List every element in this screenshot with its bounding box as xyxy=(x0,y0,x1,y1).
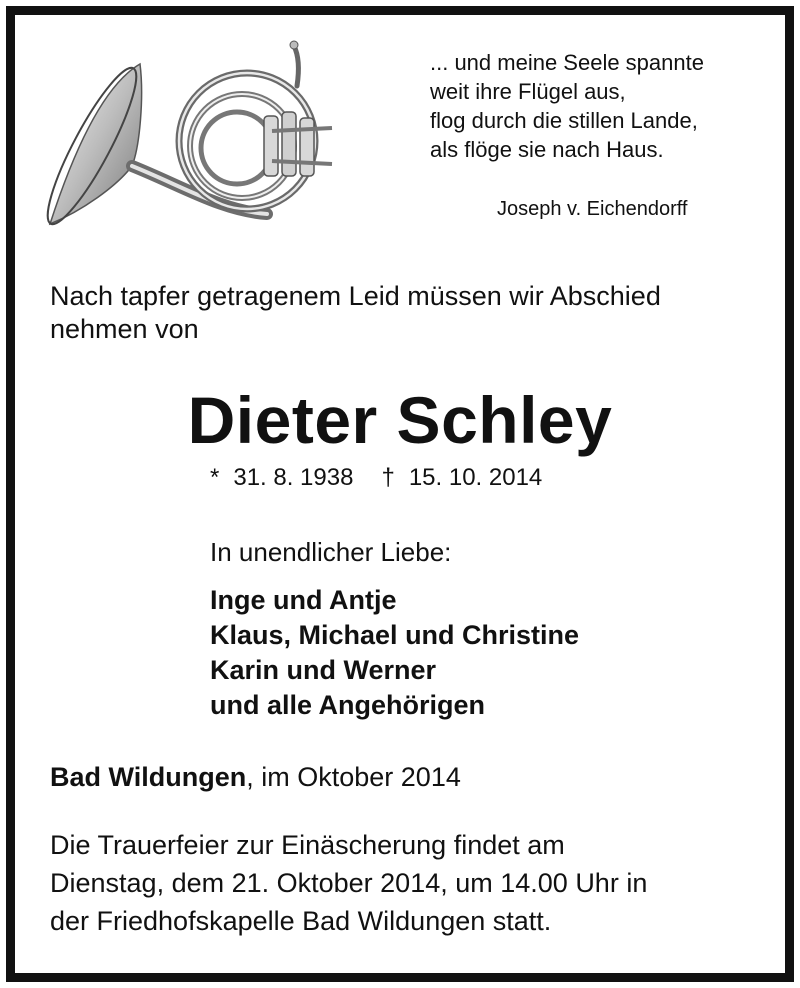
mourner-entry: Klaus, Michael und Christine xyxy=(210,620,580,650)
quote-author: Joseph v. Eichendorff xyxy=(497,198,688,220)
place-date xyxy=(50,762,461,793)
service-line: der Friedhofskapelle Bad Wildungen statt. xyxy=(50,906,552,936)
birth-symbol: * xyxy=(210,464,220,491)
mourners-list xyxy=(210,583,579,723)
service-line: Die Trauerfeier zur Einäscherung findet am xyxy=(50,830,565,860)
quote-line: als flöge sie nach Haus. xyxy=(430,137,664,162)
death-date: 15. 10. 2014 xyxy=(408,464,543,491)
death-symbol: † xyxy=(381,464,395,491)
service-info xyxy=(50,826,760,940)
mourner-entry: Inge und Antje xyxy=(210,585,397,615)
love-line: In unendlicher Liebe: xyxy=(210,537,452,567)
mourner-entry: und alle Angehörigen xyxy=(210,690,486,720)
deceased-name: Dieter Schley xyxy=(187,383,613,457)
quote-line: ... und meine Seele spannte xyxy=(430,50,704,75)
birth-date: 31. 8. 1938 xyxy=(233,464,354,491)
intro-text: Nach tapfer getragenem Leid müssen wir Abschied nehmen von xyxy=(50,281,661,344)
mourner-entry: Karin und Werner xyxy=(210,655,437,685)
place-city: Bad Wildungen xyxy=(50,762,247,792)
french-horn-icon xyxy=(32,36,342,246)
quote-block xyxy=(430,48,770,164)
life-dates xyxy=(210,464,542,492)
quote-line: flog durch die stillen Lande, xyxy=(430,108,698,133)
service-line: Dienstag, dem 21. Oktober 2014, um 14.00 Uhr in xyxy=(50,868,648,898)
quote-line: weit ihre Flügel aus, xyxy=(430,79,626,104)
place-month: , im Oktober 2014 xyxy=(246,762,461,792)
